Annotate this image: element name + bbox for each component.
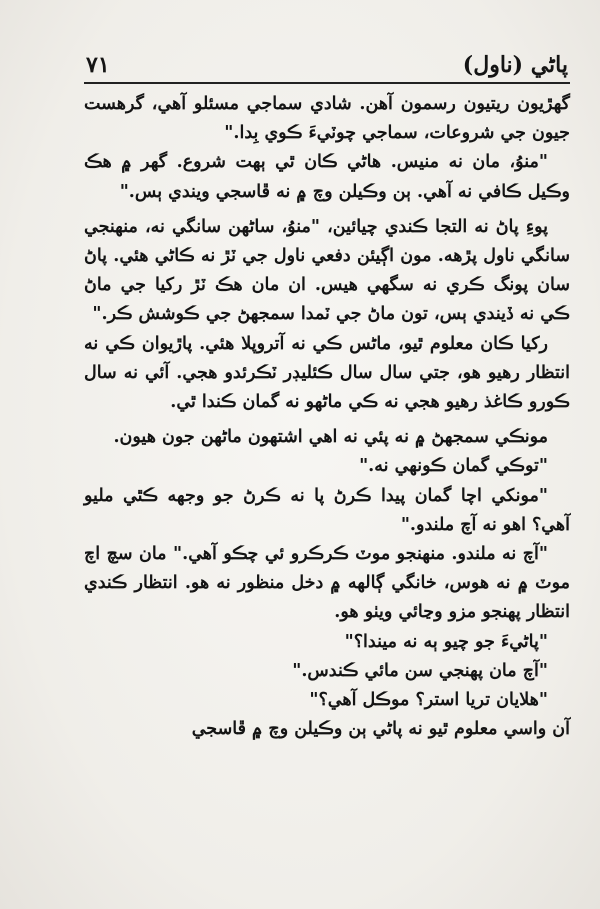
paragraph-6: "توڪي گمان ڪونهي نه." (359, 456, 548, 477)
paragraph-3: پوءِ پاڻ نه التجا ڪندي چيائين، "منوُ، ساڻهن سانگي نه، منهنجي سانگي ناول پڙهه. مون اڳيئن دفعي ناول جي ٽڙ نه ڪاڻي هئي. پاڻ سان پونگ ڪري نه سگهي هيس. ان مان هڪ ٽڙ رکيا جي ماڻ ڪي نه ڏيندي ٻس، تون ماڻ جي ٽمدا سمجهڻ جي ڪوشش ڪر." (84, 216, 570, 325)
page-number: ٧١ (86, 52, 110, 78)
paragraph-7: "مونکي اچا گمان پيدا ڪرڻ پا نه ڪرڻ جو وجهه ڪٿي مليو آهي؟ اهو نه آچ ملندو." (84, 485, 570, 535)
paragraph-9: "پاڻيءَ جو چيو ٻه نه ميندا؟" (344, 631, 548, 652)
paragraph-10: "آچ مان پهنجي سن مائي ڪندس." (292, 660, 548, 681)
header-rule (84, 82, 570, 84)
page-header (86, 34, 568, 78)
paragraph-8: "آچ نه ملندو. منهنجو موٽ ڪرڪرو ئي چڪو آهي." مان سچ اچ موٽ ۾ نه هوس، خانگي ڳالهه ۾ دخل منظور نه هو. انتظار ڪندي انتظار پهنجو مزو وڃائي ويٺو هو. (84, 544, 570, 623)
paragraph-5: مونڪي سمجهڻ ۾ نه پئي نه اهي اشتهون ماڻهن جون هيون. (113, 427, 548, 448)
body-text (84, 90, 570, 889)
paragraph-12: آن واسي معلوم ٿيو نه پاڻي ٻن وڪيلن وچ ۾ ڦاسجي (191, 719, 570, 740)
paragraph-4: رکيا ڪان معلوم ٿيو، ماڻس ڪي نه آتروپلا هئي. پاڙيوان ڪي نه انتظار رهيو هو، جتي سال سال ڪئليڊر ٽڪرئدو هجي. آئي نه سال ڪورو ڪاغذ رهيو هجي نه ڪي ماڻهو نه گمان ڪندا ٿي. (84, 333, 570, 413)
running-title: پاڻي (ناول) (462, 52, 568, 78)
paragraph-2: "منوُ، مان نه منيس. هاڻي ڪان ٿي ٻهت شروع. گهر ۾ هڪ وڪيل ڪافي نه آهي. ٻن وڪيلن وچ ۾ نه ڦاسجي ويندي ٻس." (84, 152, 570, 202)
paragraph-11: "هلايان تريا استر؟ موڪل آهي؟" (309, 690, 548, 711)
paragraph-1: گهڙيون ريتيون رسمون آهن. شادي سماجي مسئلو آهي، گرهست جيون جي شروعات، سماجي چوٽيءَ ڪوي بِدا." (84, 94, 570, 144)
